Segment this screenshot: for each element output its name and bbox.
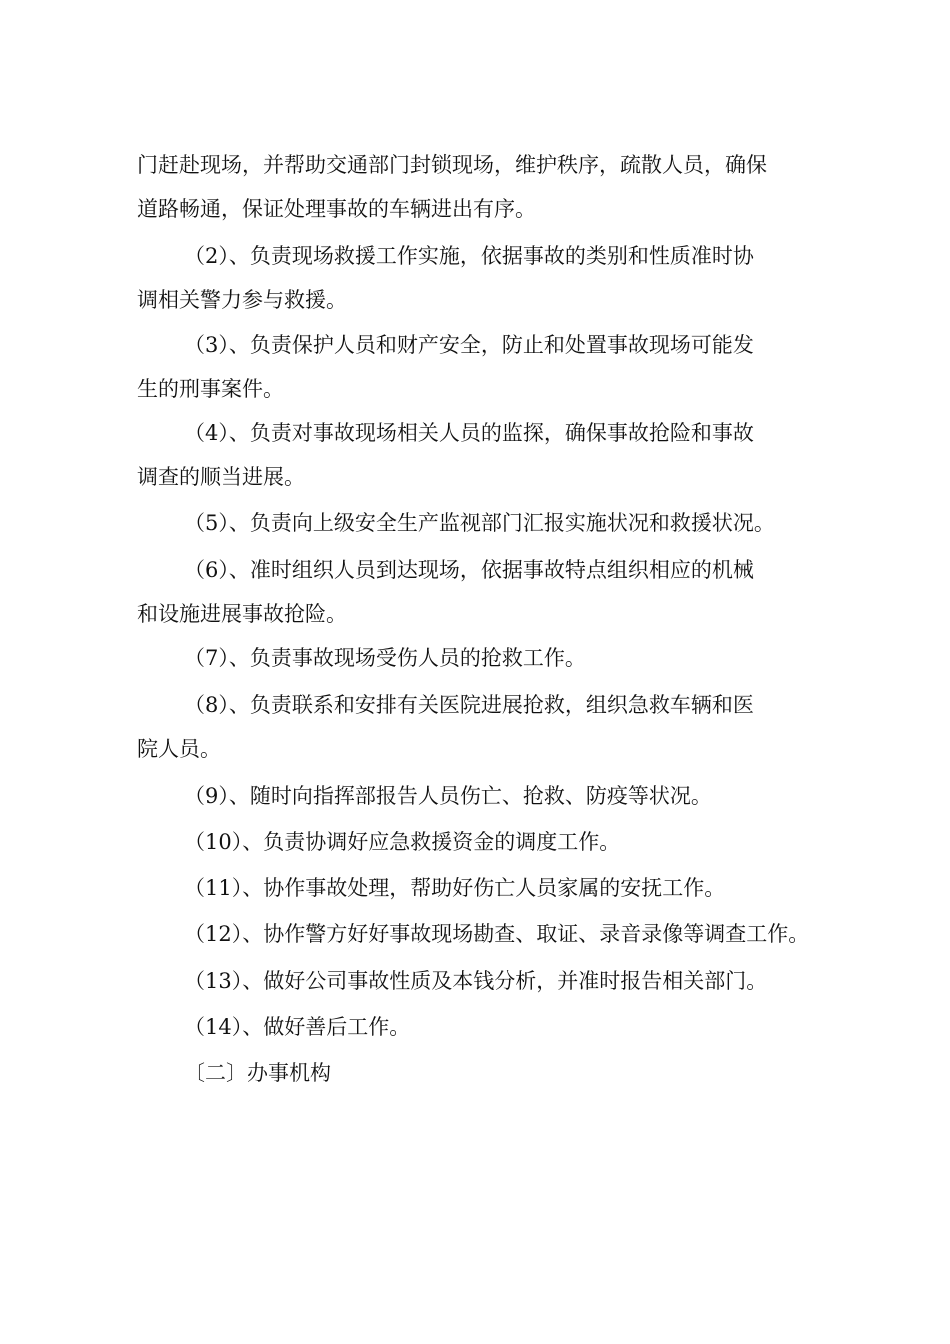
paragraph-line: （13）、做好公司事故性质及本钱分析，并准时报告相关部门。 <box>184 969 768 993</box>
paragraph-line: （12）、协作警方好好事故现场勘查、取证、录音录像等调查工作。 <box>184 922 810 946</box>
paragraph-line: （8）、负责联系和安排有关医院进展抢救，组织急救车辆和医 <box>184 693 754 717</box>
paragraph-line: 调相关警力参与救援。 <box>137 288 347 312</box>
paragraph-line: （4）、负责对事故现场相关人员的监探，确保事故抢险和事故 <box>184 421 754 445</box>
paragraph-line: （14）、做好善后工作。 <box>184 1015 411 1039</box>
paragraph-line: 道路畅通，保证处理事故的车辆进出有序。 <box>137 197 536 221</box>
paragraph-line: （5）、负责向上级安全生产监视部门汇报实施状况和救援状况。 <box>184 511 775 535</box>
paragraph-line: （7）、负责事故现场受伤人员的抢救工作。 <box>184 646 586 670</box>
paragraph-line: 和设施进展事故抢险。 <box>137 602 347 626</box>
section-heading: 〔二〕办事机构 <box>184 1061 331 1085</box>
paragraph-line: 调查的顺当进展。 <box>137 465 305 489</box>
paragraph-line: （11）、协作事故处理，帮助好伤亡人员家属的安抚工作。 <box>184 876 726 900</box>
paragraph-line: （10）、负责协调好应急救援资金的调度工作。 <box>184 830 621 854</box>
paragraph-line: （2）、负责现场救援工作实施，依据事故的类别和性质准时协 <box>184 244 754 268</box>
paragraph-line: （9）、随时向指挥部报告人员伤亡、抢救、防疫等状况。 <box>184 784 712 808</box>
paragraph-line: 院人员。 <box>137 737 221 761</box>
paragraph-line: （3）、负责保护人员和财产安全，防止和处置事故现场可能发 <box>184 333 754 357</box>
paragraph-line: 门赶赴现场，并帮助交通部门封锁现场，维护秩序，疏散人员，确保 <box>137 153 767 177</box>
paragraph-line: 生的刑事案件。 <box>137 377 284 401</box>
paragraph-line: （6）、准时组织人员到达现场，依据事故特点组织相应的机械 <box>184 558 754 582</box>
